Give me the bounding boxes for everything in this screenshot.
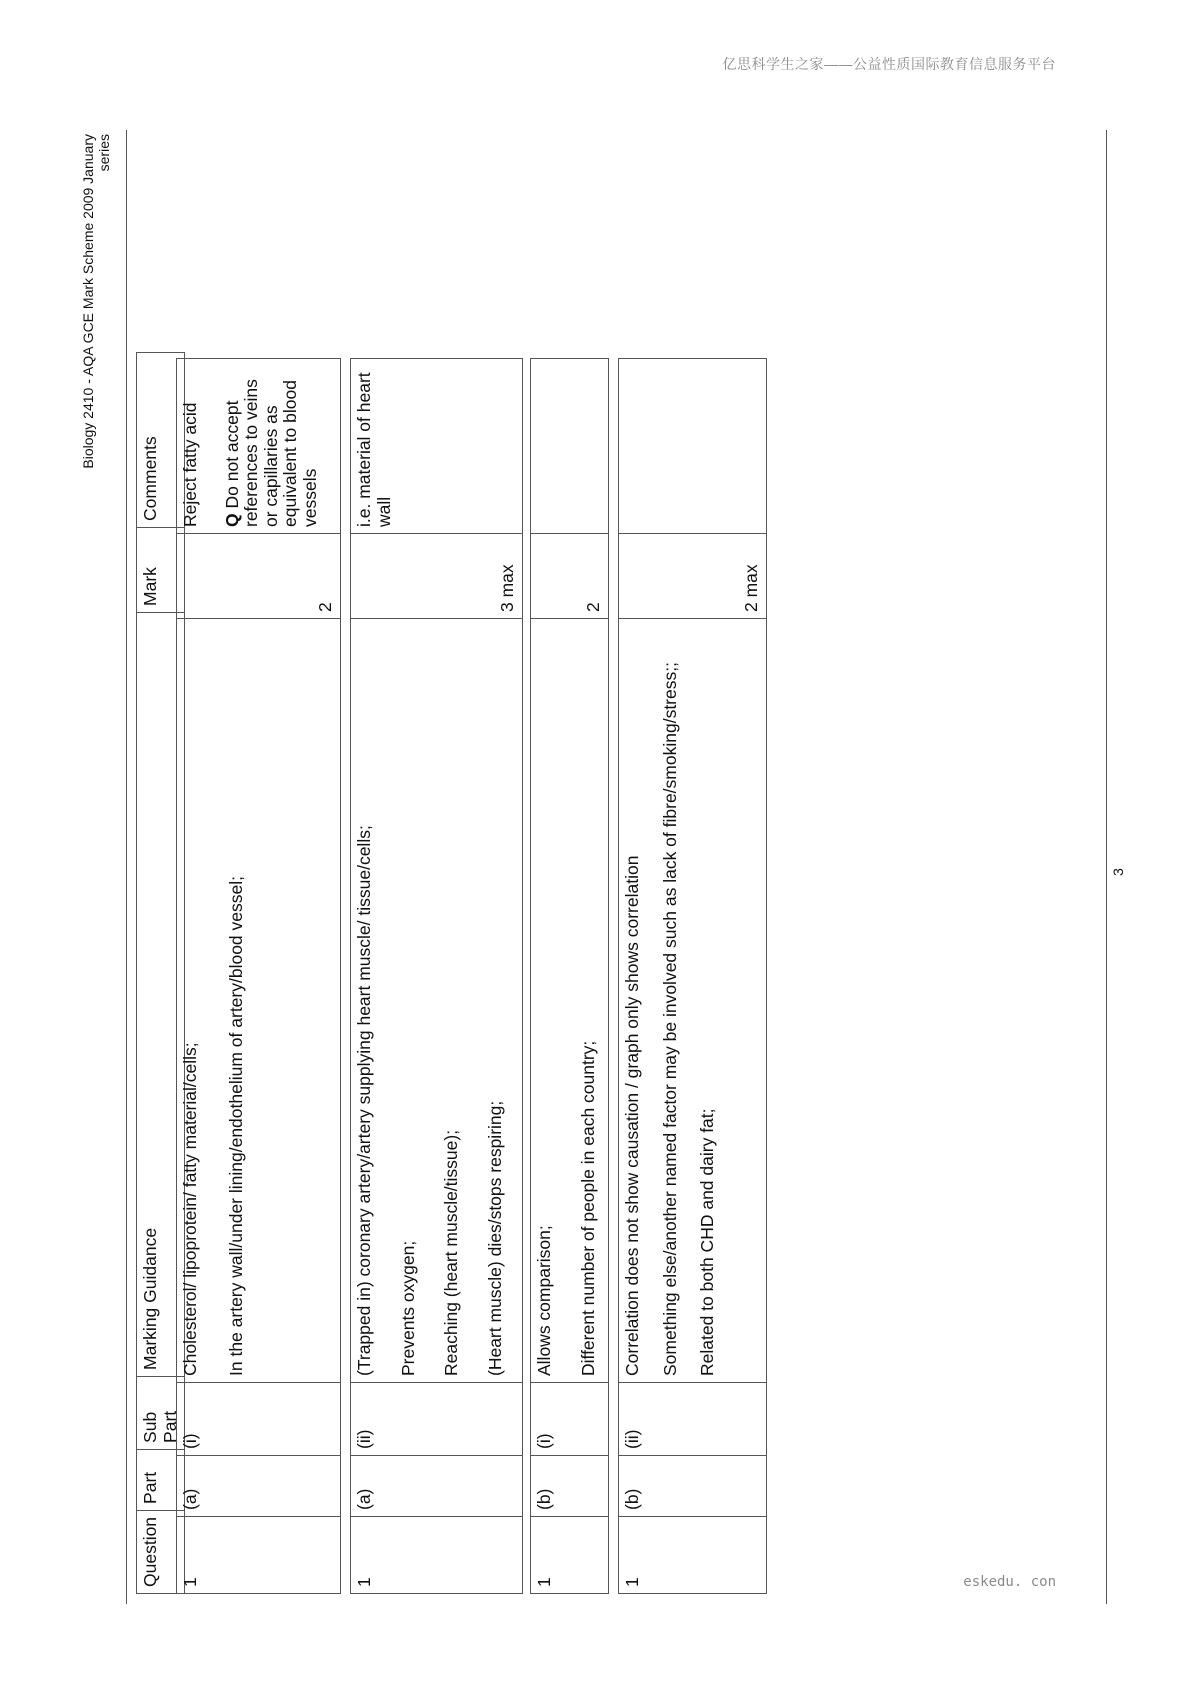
row-1b-ii xyxy=(618,358,767,1594)
page-header: Biology 2410 - AQA GCE Mark Scheme 2009 January series xyxy=(80,134,112,469)
guidance-cell xyxy=(619,619,767,1383)
guidance-line: Different number of people in each country; xyxy=(577,1040,598,1376)
page-number: 3 xyxy=(1110,868,1126,876)
comment-line xyxy=(223,365,321,527)
header-rule xyxy=(126,130,127,1604)
question-cell: 1 xyxy=(177,1517,341,1594)
part-cell: (b) xyxy=(619,1456,767,1517)
table-row xyxy=(177,359,341,1594)
mark-cell: 2 xyxy=(177,534,341,619)
table-row xyxy=(351,359,523,1594)
comments-cell xyxy=(177,359,341,534)
row-1b-i xyxy=(530,358,609,1594)
mark-cell: 2 xyxy=(531,534,609,619)
subpart-cell: (i) xyxy=(531,1383,609,1456)
guidance-line: Reaching (heart muscle/tissue); xyxy=(441,1129,462,1376)
guidance-line: Something else/another named factor may be involved such as lack of fibre/smoking/stress;; xyxy=(659,662,680,1376)
watermark-bottom: eskedu. con xyxy=(963,1574,1056,1590)
quality-marker: Q xyxy=(221,513,242,527)
table-row xyxy=(619,359,767,1594)
col-mark-header: Mark xyxy=(137,527,185,612)
comments-cell xyxy=(351,359,523,534)
part-cell: (a) xyxy=(177,1456,341,1517)
part-cell: (b) xyxy=(531,1456,609,1517)
question-cell: 1 xyxy=(351,1517,523,1594)
row-1a-ii xyxy=(350,358,523,1594)
guidance-cell xyxy=(351,619,523,1383)
guidance-line: Related to both CHD and dairy fat; xyxy=(697,1108,718,1376)
part-cell: (a) xyxy=(351,1456,523,1517)
comment-text: Do not accept references to veins or capillaries as equivalent to blood vessels xyxy=(221,379,320,527)
comments-cell xyxy=(619,359,767,534)
col-part-header: Part xyxy=(137,1449,185,1510)
guidance-line: Allows comparison; xyxy=(534,1225,554,1376)
col-guidance-header: Marking Guidance xyxy=(137,612,185,1376)
guidance-line: (Heart muscle) dies/stops respiring; xyxy=(484,1100,505,1376)
guidance-line: Correlation does not show causation / graph only shows correlation xyxy=(622,855,642,1376)
guidance-cell xyxy=(531,619,609,1383)
guidance-line: In the artery wall/under lining/endothelium of artery/blood vessel; xyxy=(225,876,246,1376)
comment-line: i.e. material of heart wall xyxy=(354,372,394,527)
table-row xyxy=(531,359,609,1594)
subpart-cell: (ii) xyxy=(619,1383,767,1456)
footer-rule xyxy=(1106,130,1107,1604)
guidance-line: Prevents oxygen; xyxy=(397,1240,418,1376)
mark-cell: 2 max xyxy=(619,534,767,619)
guidance-cell xyxy=(177,619,341,1383)
question-cell: 1 xyxy=(619,1517,767,1594)
comment-line: Reject fatty acid xyxy=(180,402,200,527)
mark-cell: 3 max xyxy=(351,534,523,619)
col-subpart-header: Sub Part xyxy=(137,1376,185,1449)
col-comments-header: Comments xyxy=(137,352,185,527)
watermark-top: 亿思科学生之家——公益性质国际教育信息服务平台 xyxy=(722,56,1056,72)
subpart-cell: (i) xyxy=(177,1383,341,1456)
question-cell: 1 xyxy=(531,1517,609,1594)
row-1a-i xyxy=(176,358,341,1594)
col-question-header: Question xyxy=(137,1510,185,1593)
rotated-page xyxy=(80,130,1126,1604)
guidance-line: Cholesterol/ lipoprotein/ fatty material/cells; xyxy=(180,1042,200,1376)
subpart-cell: (ii) xyxy=(351,1383,523,1456)
guidance-line: (Trapped in) coronary artery/artery supplying heart muscle/ tissue/cells; xyxy=(354,825,374,1376)
comments-cell xyxy=(531,359,609,534)
